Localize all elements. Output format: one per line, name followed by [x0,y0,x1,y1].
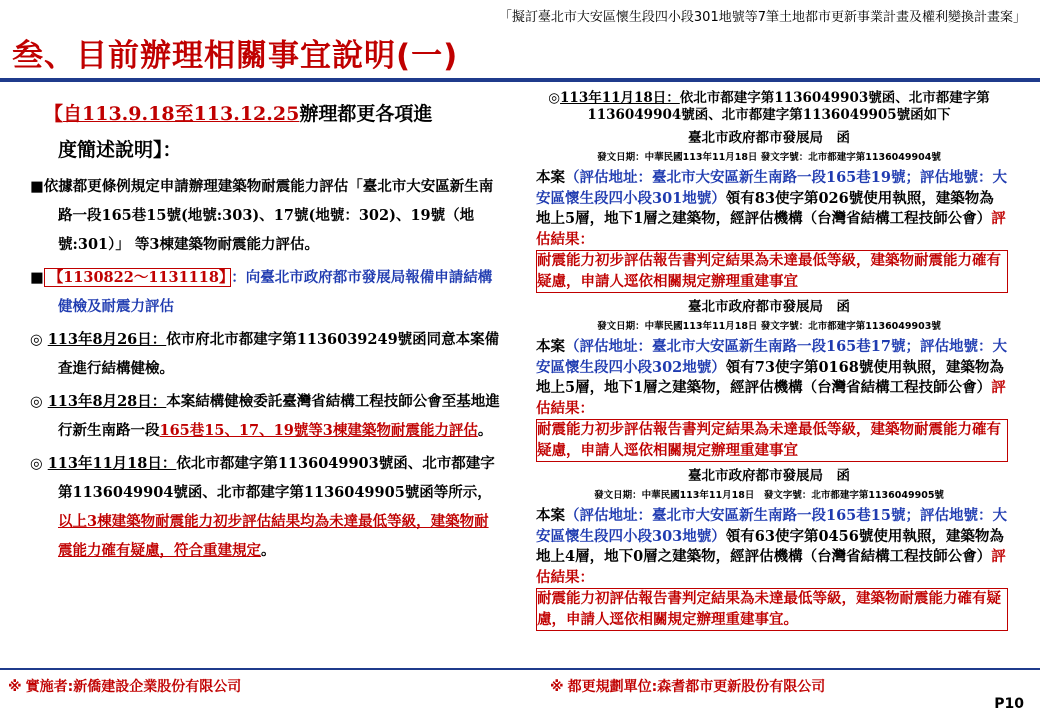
reference-mark-icon: ※ [550,679,564,695]
right-column [530,90,1008,631]
reference-mark-icon: ※ [8,679,22,695]
letter-text: 領有63使字第0456號使用執照，建築物為地上4層，地下0層之建築物，經評估機構（台灣省結構工程技師公會） [536,527,1004,565]
item-end: 。 [477,422,493,439]
letter-sender: 發文日期：中華民國113年11月18日 發文字號：北市都建字第1136049904號 [597,152,941,163]
footer-divider [0,668,1040,670]
item-0828 [30,387,500,445]
bullet-square-icon: ■ [30,178,44,195]
letter-result: 耐震能力初步評估報告書判定結果為未達最低等級，建築物耐震能力確有疑慮，申請人逕依相關規定辦理重建事宜 [536,419,1008,462]
heading-date: 113年11月18日： [560,90,680,106]
letter-text: 領有73使字第0168號使用執照，建築物為地上5層，地下1層之建築物，經評估機構（台灣省結構工程技師公會） [536,358,1004,396]
item-date: 113年8月26日： [47,331,167,348]
item-1118 [30,449,500,565]
letter-lead: 本案 [536,338,565,355]
item-date: 113年11月18日： [47,455,177,472]
letter-department: 臺北市政府都市發展局 函 [688,299,850,315]
item-0826 [30,325,500,383]
left-column [30,96,500,565]
bullet-circle-icon: ◎ [30,455,43,472]
letter-text: 領有83使字第026號使用執照，建築物為地上5層，地下1層之建築物，經評估機構（台灣省結構工程技師公會） [536,189,994,227]
letter-lead: 本案 [536,507,565,524]
letter-address: （評估地址：臺北市大安區新生南路一段165巷17號；評估地號：大安區懷生段四小段302地號） [536,338,1007,376]
bullet-circle-icon: ◎ [30,331,43,348]
letter-body [530,337,1008,462]
heading-text: 依北市都建字第1136049903號函、北市都建字第1136049904號函、北市都建字第1136049905號函如下 [587,90,990,123]
page-number: P10 [994,696,1024,712]
letter-sender: 發文日期：中華民國113年11月18日 發文字號：北市都建字第1136049905號 [594,490,944,501]
item-text: 依北市都建字第1136049903號函、北市都建字第1136049904號函、北市都建字第1136049905號函等所示， [58,455,495,501]
letter-result-label: 評估結果： [536,548,1006,586]
period-open-bracket: 【 [44,103,64,125]
page-title: 叁、目前辦理相關事宜說明(一) [12,38,459,74]
title-divider [0,78,1040,82]
period-text-2: 度簡述說明】： [58,139,182,161]
item-highlight: 165巷15、17、19號等3棟建築物耐震能力評估 [159,422,478,439]
period-text-1: 辦理都更各項進 [299,103,433,125]
item-report-filing [30,263,500,321]
official-letter [530,297,1008,462]
period-range: 自113.9.18至113.12.25 [63,103,300,125]
right-heading [530,90,1008,124]
letter-address: （評估地址：臺北市大安區新生南路一段165巷15號；評估地號：大安區懷生段四小段303地號） [536,507,1007,545]
official-letter [530,128,1008,293]
bullet-square-icon: ■ [30,269,44,286]
period-heading [30,96,500,168]
letter-result-label: 評估結果： [536,210,1006,248]
document-reference: 「擬訂臺北市大安區懷生段四小段301地號等7筆土地都市更新事業計畫及權利變換計畫案」 [498,10,1026,25]
letter-lead: 本案 [536,169,565,186]
item-text: 本案結構健檢委託臺灣省結構工程技師公會至基地進行新生南路一段 [58,393,500,439]
implementer-name: 實施者:新僑建設企業股份有限公司 [25,679,242,695]
letter-address: （評估地址：臺北市大安區新生南路一段165巷19號；評估地號：大安區懷生段四小段301地號） [536,169,1007,207]
footer-implementer [8,676,241,696]
footer-planner [550,676,825,696]
letter-result: 耐震能力初步評估報告書判定結果為未達最低等級，建築物耐震能力確有疑慮，申請人逕依相關規定辦理重建事宜 [536,250,1008,293]
letter-department: 臺北市政府都市發展局 函 [688,468,850,484]
bullet-circle-icon: ◎ [548,90,561,106]
item-date: 113年8月28日： [47,393,167,410]
date-range-box: 【1130822～1131118】 [44,268,232,287]
letter-body [530,168,1008,293]
item-text: ：向臺北市政府都市發展局報備申請結構健檢及耐震力評估 [58,269,493,315]
letter-result: 耐震能力初評估報告書判定結果為未達最低等級，建築物耐震能力確有疑慮，申請人逕依相關規定辦理重建事宜。 [536,588,1008,631]
letter-result-label: 評估結果： [536,379,1006,417]
planner-name: 都更規劃單位:森耆都市更新股份有限公司 [567,679,826,695]
letter-department: 臺北市政府都市發展局 函 [688,130,850,146]
item-end: 。 [261,542,276,559]
item-text: 依市府北市都建字第1136039249號函同意本案備查進行結構健檢。 [58,331,500,377]
bullet-circle-icon: ◎ [30,393,43,410]
item-highlight: 以上3棟建築物耐震能力初步評估結果均為未達最低等級，建築物耐震能力確有疑慮，符合重建規定 [58,513,489,559]
item-seismic-request [30,172,500,259]
letter-body [530,506,1008,631]
letter-sender: 發文日期：中華民國113年11月18日 發文字號：北市都建字第1136049903號 [597,321,941,332]
item-text: 依據都更條例規定申請辦理建築物耐震能力評估「臺北市大安區新生南路一段165巷15號(地號:303)、17號(地號：302)、19號（地號:301）」 等3棟建築物耐震能力評估。 [43,178,494,253]
official-letter [530,466,1008,631]
